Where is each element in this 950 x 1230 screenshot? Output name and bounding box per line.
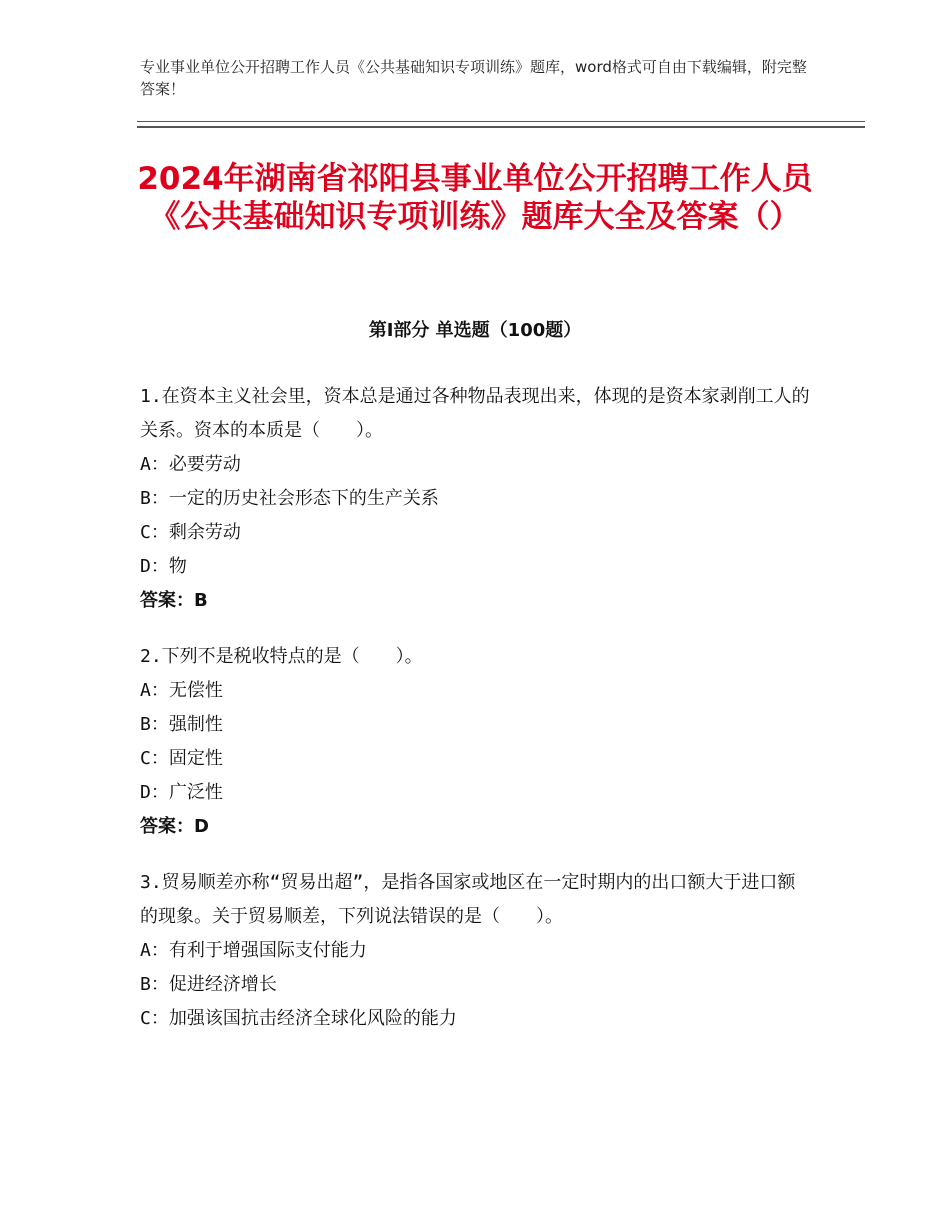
section-heading: 第Ⅰ部分 单选题（100题） xyxy=(368,320,582,341)
header-divider xyxy=(137,121,865,128)
question-stem: 1.在资本主义社会里，资本总是通过各种物品表现出来，体现的是资本家剥削工人的关系。资本的本质是（ ）。 xyxy=(140,386,810,441)
option-b: B：强制性 xyxy=(140,714,223,735)
question-stem: 2.下列不是税收特点的是（ ）。 xyxy=(140,646,423,667)
answer-line: 答案：D xyxy=(140,816,209,837)
header-note: 专业事业单位公开招聘工作人员《公共基础知识专项训练》题库，word格式可自由下载编辑，附完整答案！ xyxy=(140,58,807,98)
option-c: C：剩余劳动 xyxy=(140,522,241,543)
option-c: C：固定性 xyxy=(140,748,223,769)
question-2 xyxy=(140,640,810,844)
option-d: D：物 xyxy=(140,556,187,577)
option-a: A：必要劳动 xyxy=(140,454,241,475)
option-a: A：有利于增强国际支付能力 xyxy=(140,940,367,961)
option-b: B：促进经济增长 xyxy=(140,974,277,995)
question-3 xyxy=(140,866,810,1036)
question-list xyxy=(140,380,810,1058)
option-d: D：广泛性 xyxy=(140,782,223,803)
option-a: A：无偿性 xyxy=(140,680,223,701)
option-b: B：一定的历史社会形态下的生产关系 xyxy=(140,488,439,509)
question-stem: 3.贸易顺差亦称“贸易出超”，是指各国家或地区在一定时期内的出口额大于进口额的现象。关于贸易顺差，下列说法错误的是（ ）。 xyxy=(140,872,796,927)
option-c: C：加强该国抗击经济全球化风险的能力 xyxy=(140,1008,457,1029)
document-title: 2024年湖南省祁阳县事业单位公开招聘工作人员《公共基础知识专项训练》题库大全及答案（） xyxy=(137,161,813,235)
answer-line: 答案：B xyxy=(140,590,208,611)
question-1 xyxy=(140,380,810,618)
